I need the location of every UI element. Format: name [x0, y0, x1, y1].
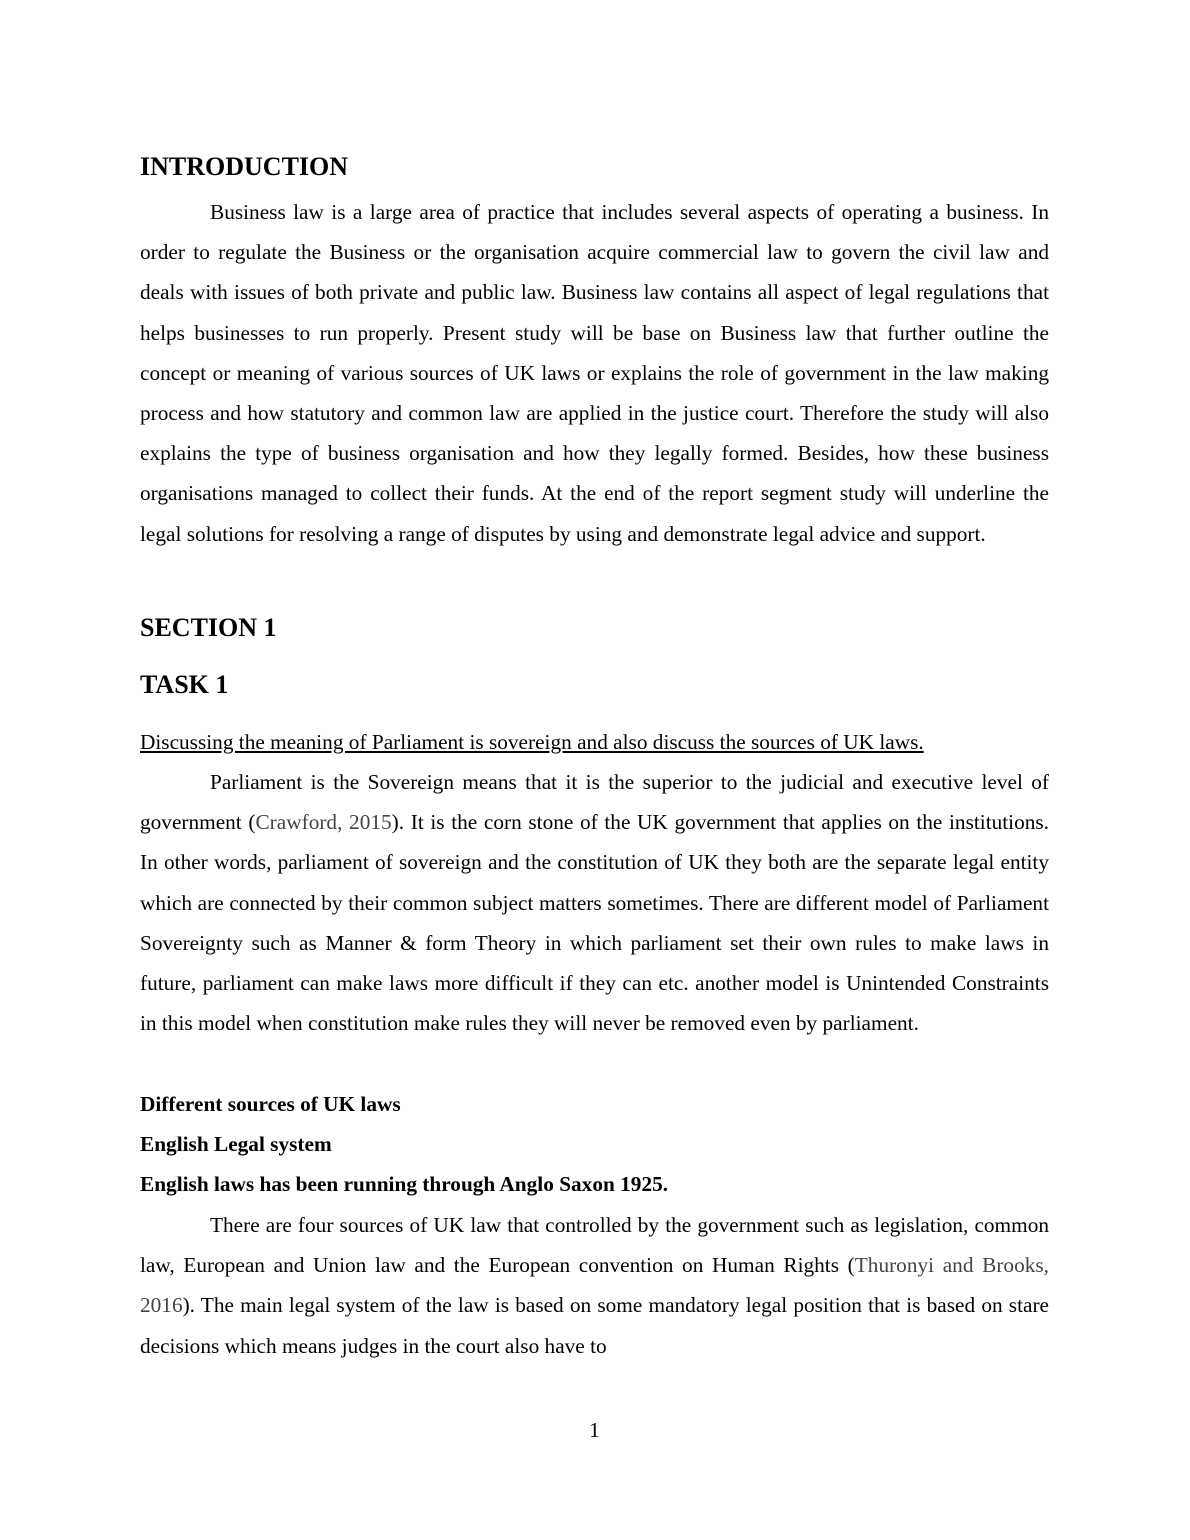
- page-number: 1: [589, 1418, 600, 1442]
- parliament-paragraph: [140, 762, 1049, 1043]
- sources-text-b: ). The main legal system of the law is based on some mandatory legal position that is based on stare decisions which means judges in the court also have to: [140, 1293, 1049, 1358]
- task-heading: TASK 1: [140, 670, 229, 699]
- citation-thuronyi: Thuronyi and Brooks, 2016: [140, 1253, 1049, 1318]
- bold-heading-anglo-saxon: English laws has been running through Anglo Saxon 1925.: [140, 1172, 669, 1196]
- sources-paragraph: [140, 1205, 1049, 1366]
- section-heading: SECTION 1: [140, 613, 277, 642]
- intro-heading: INTRODUCTION: [140, 152, 349, 181]
- bold-heading-legal-system: English Legal system: [140, 1132, 332, 1156]
- parliament-text-b: ). It is the corn stone of the UK government that applies on the institutions. In other words, parliament of sovereign and the constitution of UK they both are the separate legal entity which are connected by their common subject matters sometimes. There are different model of Parliament Sovereignty such as Manner & form Theory in which parliament set their own rules to make laws in future, parliament can make laws more difficult if they can etc. another model is Unintended Constraints in this model when constitution make rules they will never be removed even by parliament.: [140, 810, 1050, 1036]
- bold-heading-sources: Different sources of UK laws: [140, 1092, 401, 1116]
- parliament-text-a: Parliament is the Sovereign means that it is the superior to the judicial and executive level of government (: [140, 770, 1049, 835]
- citation-crawford: Crawford, 2015: [255, 810, 392, 835]
- sources-text-a: There are four sources of UK law that controlled by the government such as legislation, common law, European and Union law and the European convention on Human Rights (: [140, 1213, 1049, 1278]
- intro-paragraph: Business law is a large area of practice that includes several aspects of operating a business. In order to regulate the Business or the organisation acquire commercial law to govern the civil law and deals with issues of both private and public law. Business law contains all aspect of legal regulations that helps businesses to run properly. Present study will be base on Business law that further outline the concept or meaning of various sources of UK laws or explains the role of government in the law making process and how statutory and common law are applied in the justice court. Therefore the study will also explains the type of business organisation and how they legally formed. Besides, how these business organisations managed to collect their funds. At the end of the report segment study will underline the legal solutions for resolving a range of disputes by using and demonstrate legal advice and support.: [140, 200, 1049, 546]
- task-subtitle: Discussing the meaning of Parliament is sovereign and also discuss the sources of UK laws.: [140, 730, 924, 754]
- document-page: [140, 0, 1049, 1540]
